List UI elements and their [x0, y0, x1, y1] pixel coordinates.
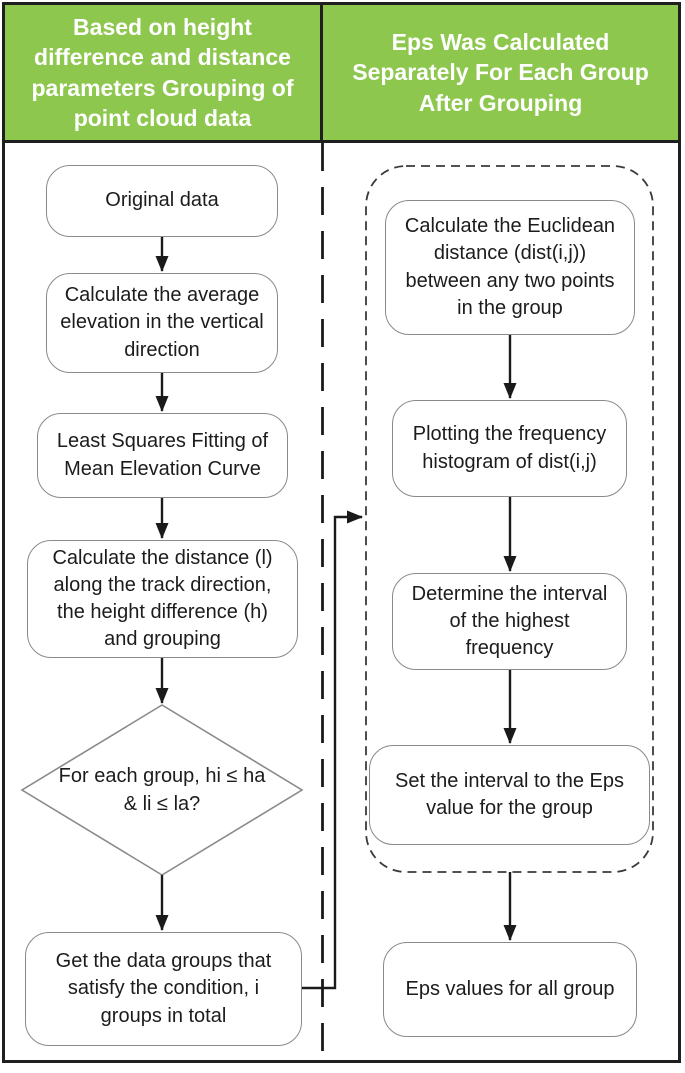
node-least-squares-fitting — [37, 413, 288, 498]
decision-label: For each group, hi ≤ ha & li ≤ la? — [58, 765, 266, 815]
node-label: Determine the interval of the highest frequency — [411, 582, 608, 660]
node-label: Eps values for all group — [405, 977, 615, 1000]
node-average-elevation — [46, 273, 278, 373]
node-data-groups-result — [25, 932, 302, 1046]
node-label: Calculate the distance (l) along the track direction, the height difference (h) and grouping — [52, 546, 273, 651]
node-label: Calculate the average elevation in the vertical direction — [60, 284, 264, 361]
header-left-title: Based on height difference and distance parameters Grouping of point cloud data — [5, 5, 323, 140]
node-highest-frequency-interval — [392, 573, 627, 670]
node-label: Set the interval to the Eps value for the group — [394, 769, 625, 819]
node-euclidean-distance — [385, 200, 635, 335]
node-calculate-distance — [27, 540, 298, 658]
node-label: Least Squares Fitting of Mean Elevation Curve — [56, 430, 269, 480]
node-label: Get the data groups that satisfy the condition, i groups in total — [55, 950, 272, 1027]
node-label: Calculate the Euclidean distance (dist(i,j)) between any two points in the group — [404, 215, 616, 319]
node-frequency-histogram — [392, 400, 627, 497]
node-label: Plotting the frequency histogram of dist(i,j) — [412, 423, 607, 473]
node-label: Original data — [105, 189, 219, 212]
header-right-title: Eps Was Calculated Separately For Each Group After Grouping — [352, 28, 649, 116]
node-original-data — [46, 165, 278, 237]
node-eps-values-result — [383, 942, 637, 1037]
elbow-connector-groups-to-eps — [302, 517, 362, 988]
node-set-eps-value — [369, 745, 650, 845]
decision-diamond-label — [50, 748, 274, 832]
